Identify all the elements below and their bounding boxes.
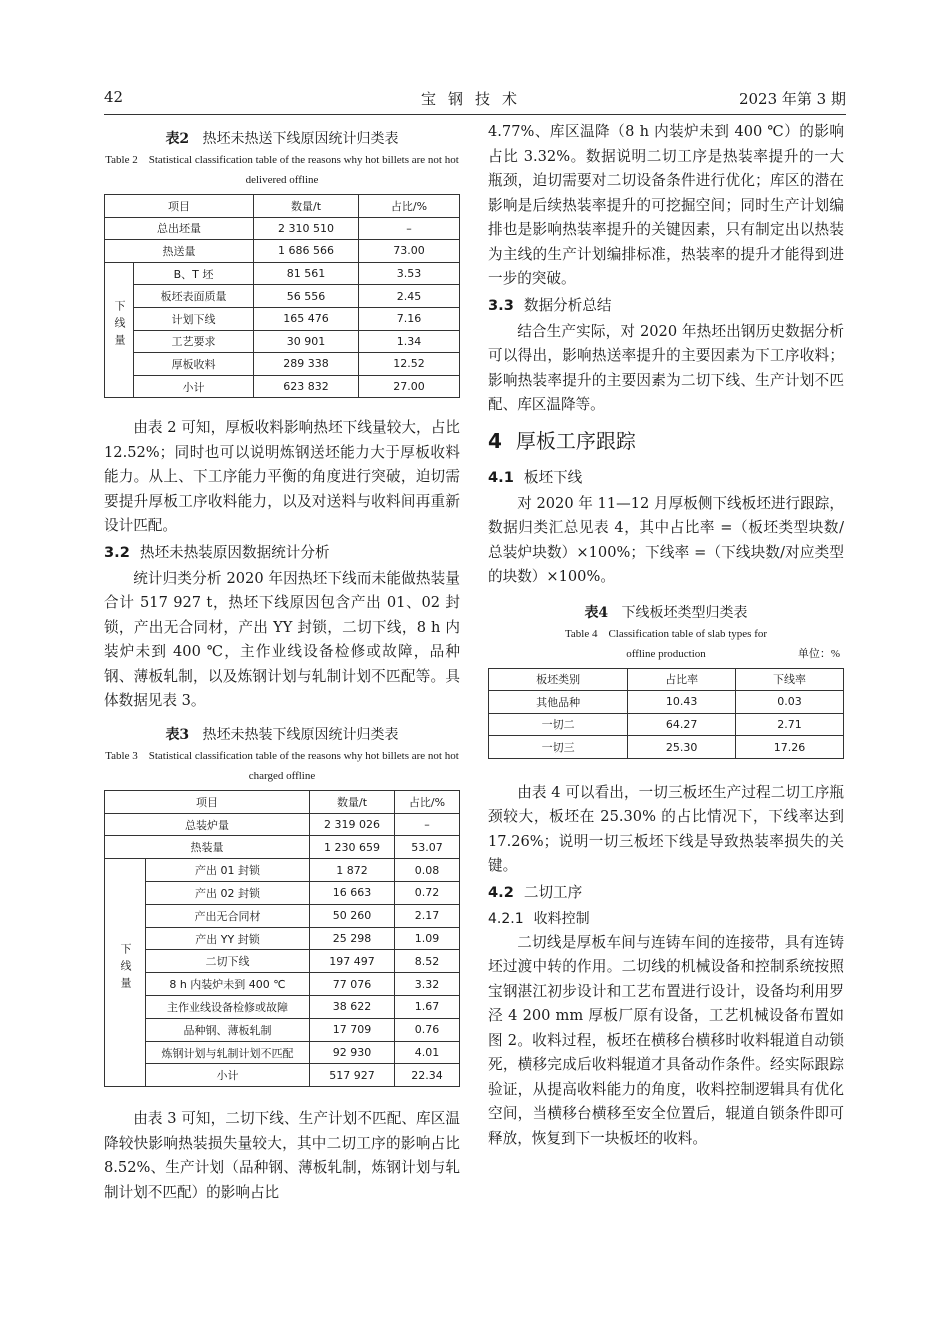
- group-label: 下线量: [105, 262, 134, 398]
- running-header: [104, 88, 846, 115]
- table3-caption: [104, 724, 460, 746]
- table-row: 总出坯量 2 310 510 –: [105, 217, 460, 240]
- table-row: 品种钢、薄板轧制 17 709 0.76: [105, 1018, 460, 1041]
- paragraph: 统计归类分析 2020 年因热坯下线而未能做热装量合计 517 927 t，热坯下线原因包含产出 01、02 封锁，产出无合同材，产出 YY 封锁，二切下线，8 h 内装炉未到 400 ℃，主作业线设备检修或故障，品种钢、薄板轧制，以及炼钢计划与轧制计划不匹配等。具体数据见表 3。: [104, 569, 460, 710]
- table-row: 下线量 B、T 坯 81 561 3.53: [105, 262, 460, 285]
- table2-caption-en: Table 2 Statistical classification table of the reasons why hot billets are not hot delivered offline: [105, 154, 459, 186]
- table2: [104, 194, 460, 398]
- table-header-row: 项目 数量/t 占比/%: [105, 195, 460, 218]
- table3: [104, 790, 460, 1087]
- table-row: 总装炉量 2 319 026 –: [105, 813, 460, 836]
- section-heading-4-2: 4.2 二切工序: [488, 883, 583, 901]
- table-row: 二切下线 197 497 8.52: [105, 950, 460, 973]
- table-row: 计划下线 165 476 7.16: [105, 307, 460, 330]
- table2-caption: [104, 128, 460, 150]
- issue-label: 2023 年第 3 期: [738, 90, 846, 108]
- journal-title: 宝钢技术: [420, 90, 529, 108]
- table4-caption-en-line2: offline production 单位：%: [488, 644, 844, 664]
- table-row: 一切三 25.30 17.26: [489, 736, 844, 759]
- subsection-heading-4-2-1: 4.2.1 收料控制: [488, 910, 590, 927]
- chapter-heading-4: 4 厚板工序跟踪: [488, 428, 636, 453]
- table4-number: 表4: [584, 604, 609, 621]
- table-row: 产出无合同材 50 260 2.17: [105, 904, 460, 927]
- table-row: 热装量 1 230 659 53.07: [105, 836, 460, 859]
- table4-unit: 单位：%: [797, 647, 840, 660]
- table-row: 一切二 64.27 2.71: [489, 713, 844, 736]
- page-number: 42: [104, 88, 124, 106]
- table-row: 热送量 1 686 566 73.00: [105, 240, 460, 263]
- table2-title: 热坯未热送下线原因统计归类表: [202, 131, 399, 147]
- paragraph: 对 2020 年 11—12 月厚板侧下线板坯进行跟踪，数据归类汇总见表 4，其中占比率 =（板坯类型块数/总装炉块数）×100%；下线率 =（下线块数/对应类型的块数）×100%。: [488, 494, 844, 585]
- table-row: 其他品种 10.43 0.03: [489, 691, 844, 714]
- table-row: 厚板收料 289 338 12.52: [105, 353, 460, 376]
- paragraph: 4.77%、库区温降（8 h 内装炉未到 400 ℃）的影响占比 3.32%。数据说明二切工序是热装率提升的一大瓶颈，迫切需要对二切设备条件进行优化；库区的潜在影响是后续热装率提升的可挖掘空间；同时生产计划编排也是影响热装率提升的关键因素，只有制定出以热装为主线的生产计划编排标准，热装率的提升才能得到进一步的突破。: [488, 123, 844, 287]
- table-row: 小计 623 832 27.00: [105, 375, 460, 398]
- section-heading-3-2: 3.2 热坯未热装原因数据统计分析: [104, 543, 330, 561]
- table-row: 主作业线设备检修或故障 38 622 1.67: [105, 996, 460, 1019]
- table-row: 板坯表面质量 56 556 2.45: [105, 285, 460, 308]
- paragraph: 二切线是厚板车间与连铸车间的连接带，具有连铸坯过渡中转的作用。二切线的机械设备和控制系统按照宝钢湛江初步设计和工艺布置进行设计，设备均利用罗泾 4 200 mm 厚板厂原有设备，工艺机械设备布置如图 2。收料过程，板坯在横移台横移时收料辊道自动锁死，横移完成后收料辊道才具备动作条件。经实际跟踪验证，从提高收料能力的角度，收料控制逻辑具有优化空间，当横移台横移至安全位置后，辊道自锁条件即可释放，恢复到下一块板坯的收料。: [488, 933, 844, 1147]
- paragraph: 由表 2 可知，厚板收料影响热坯下线量较大，占比 12.52%；同时也可以说明炼钢送坯能力大于厚板收料能力。从上、下工序能力平衡的角度进行突破，迫切需要提升厚板工序收料能力，以及对送料与收料间再重新设计匹配。: [104, 419, 460, 535]
- table4-caption: [488, 602, 844, 624]
- table-header-row: 项目 数量/t 占比/%: [105, 790, 460, 813]
- table3-title: 热坯未热装下线原因统计归类表: [202, 726, 399, 743]
- table-header-row: 板坯类别 占比率 下线率: [489, 668, 844, 691]
- table4: [488, 668, 844, 759]
- table-row: 工艺要求 30 901 1.34: [105, 330, 460, 353]
- group-label: 下线量: [105, 859, 146, 1087]
- table3-number: 表3: [165, 726, 190, 743]
- table2-number: 表2: [165, 131, 190, 147]
- left-column: [104, 120, 460, 1205]
- right-column: [488, 120, 844, 1151]
- table-row: 产出 YY 封锁 25 298 1.09: [105, 927, 460, 950]
- table-row: 小计 517 927 22.34: [105, 1064, 460, 1087]
- table-row: 炼钢计划与轧制计划不匹配 92 930 4.01: [105, 1041, 460, 1064]
- table-row: 下线量 产出 01 封锁 1 872 0.08: [105, 859, 460, 882]
- paragraph: 由表 4 可以看出，一切三板坯生产过程二切工序瓶颈较大，板坯在 25.30% 的占比情况下，下线率达到 17.26%；说明一切三板坯下线是导致热装率损失的关键。: [488, 783, 844, 875]
- table3-caption-en: Table 3 Statistical classification table of the reasons why hot billets are not hot charged offline: [105, 749, 459, 782]
- section-heading-4-1: 4.1 板坯下线: [488, 468, 583, 486]
- table4-title: 下线板坯类型归类表: [621, 604, 748, 621]
- table-row: 8 h 内装炉未到 400 ℃ 77 076 3.32: [105, 973, 460, 996]
- paragraph: 由表 3 可知，二切下线、生产计划不匹配、库区温降较快影响热装损失量较大，其中二切工序的影响占比 8.52%、生产计划（品种钢、薄板轧制，炼钢计划与轧制计划不匹配）的影响占比: [104, 1110, 460, 1201]
- paragraph: 结合生产实际，对 2020 年热坯出钢历史数据分析可以得出，影响热送率提升的主要因素为下工序收料；影响热装率提升的主要因素为二切下线、生产计划不匹配、库区温降等。: [488, 322, 844, 413]
- table-row: 产出 02 封锁 16 663 0.72: [105, 882, 460, 905]
- section-heading-3-3: 3.3 数据分析总结: [488, 296, 612, 314]
- table4-caption-en-line1: Table 4 Classification table of slab types for: [564, 627, 768, 640]
